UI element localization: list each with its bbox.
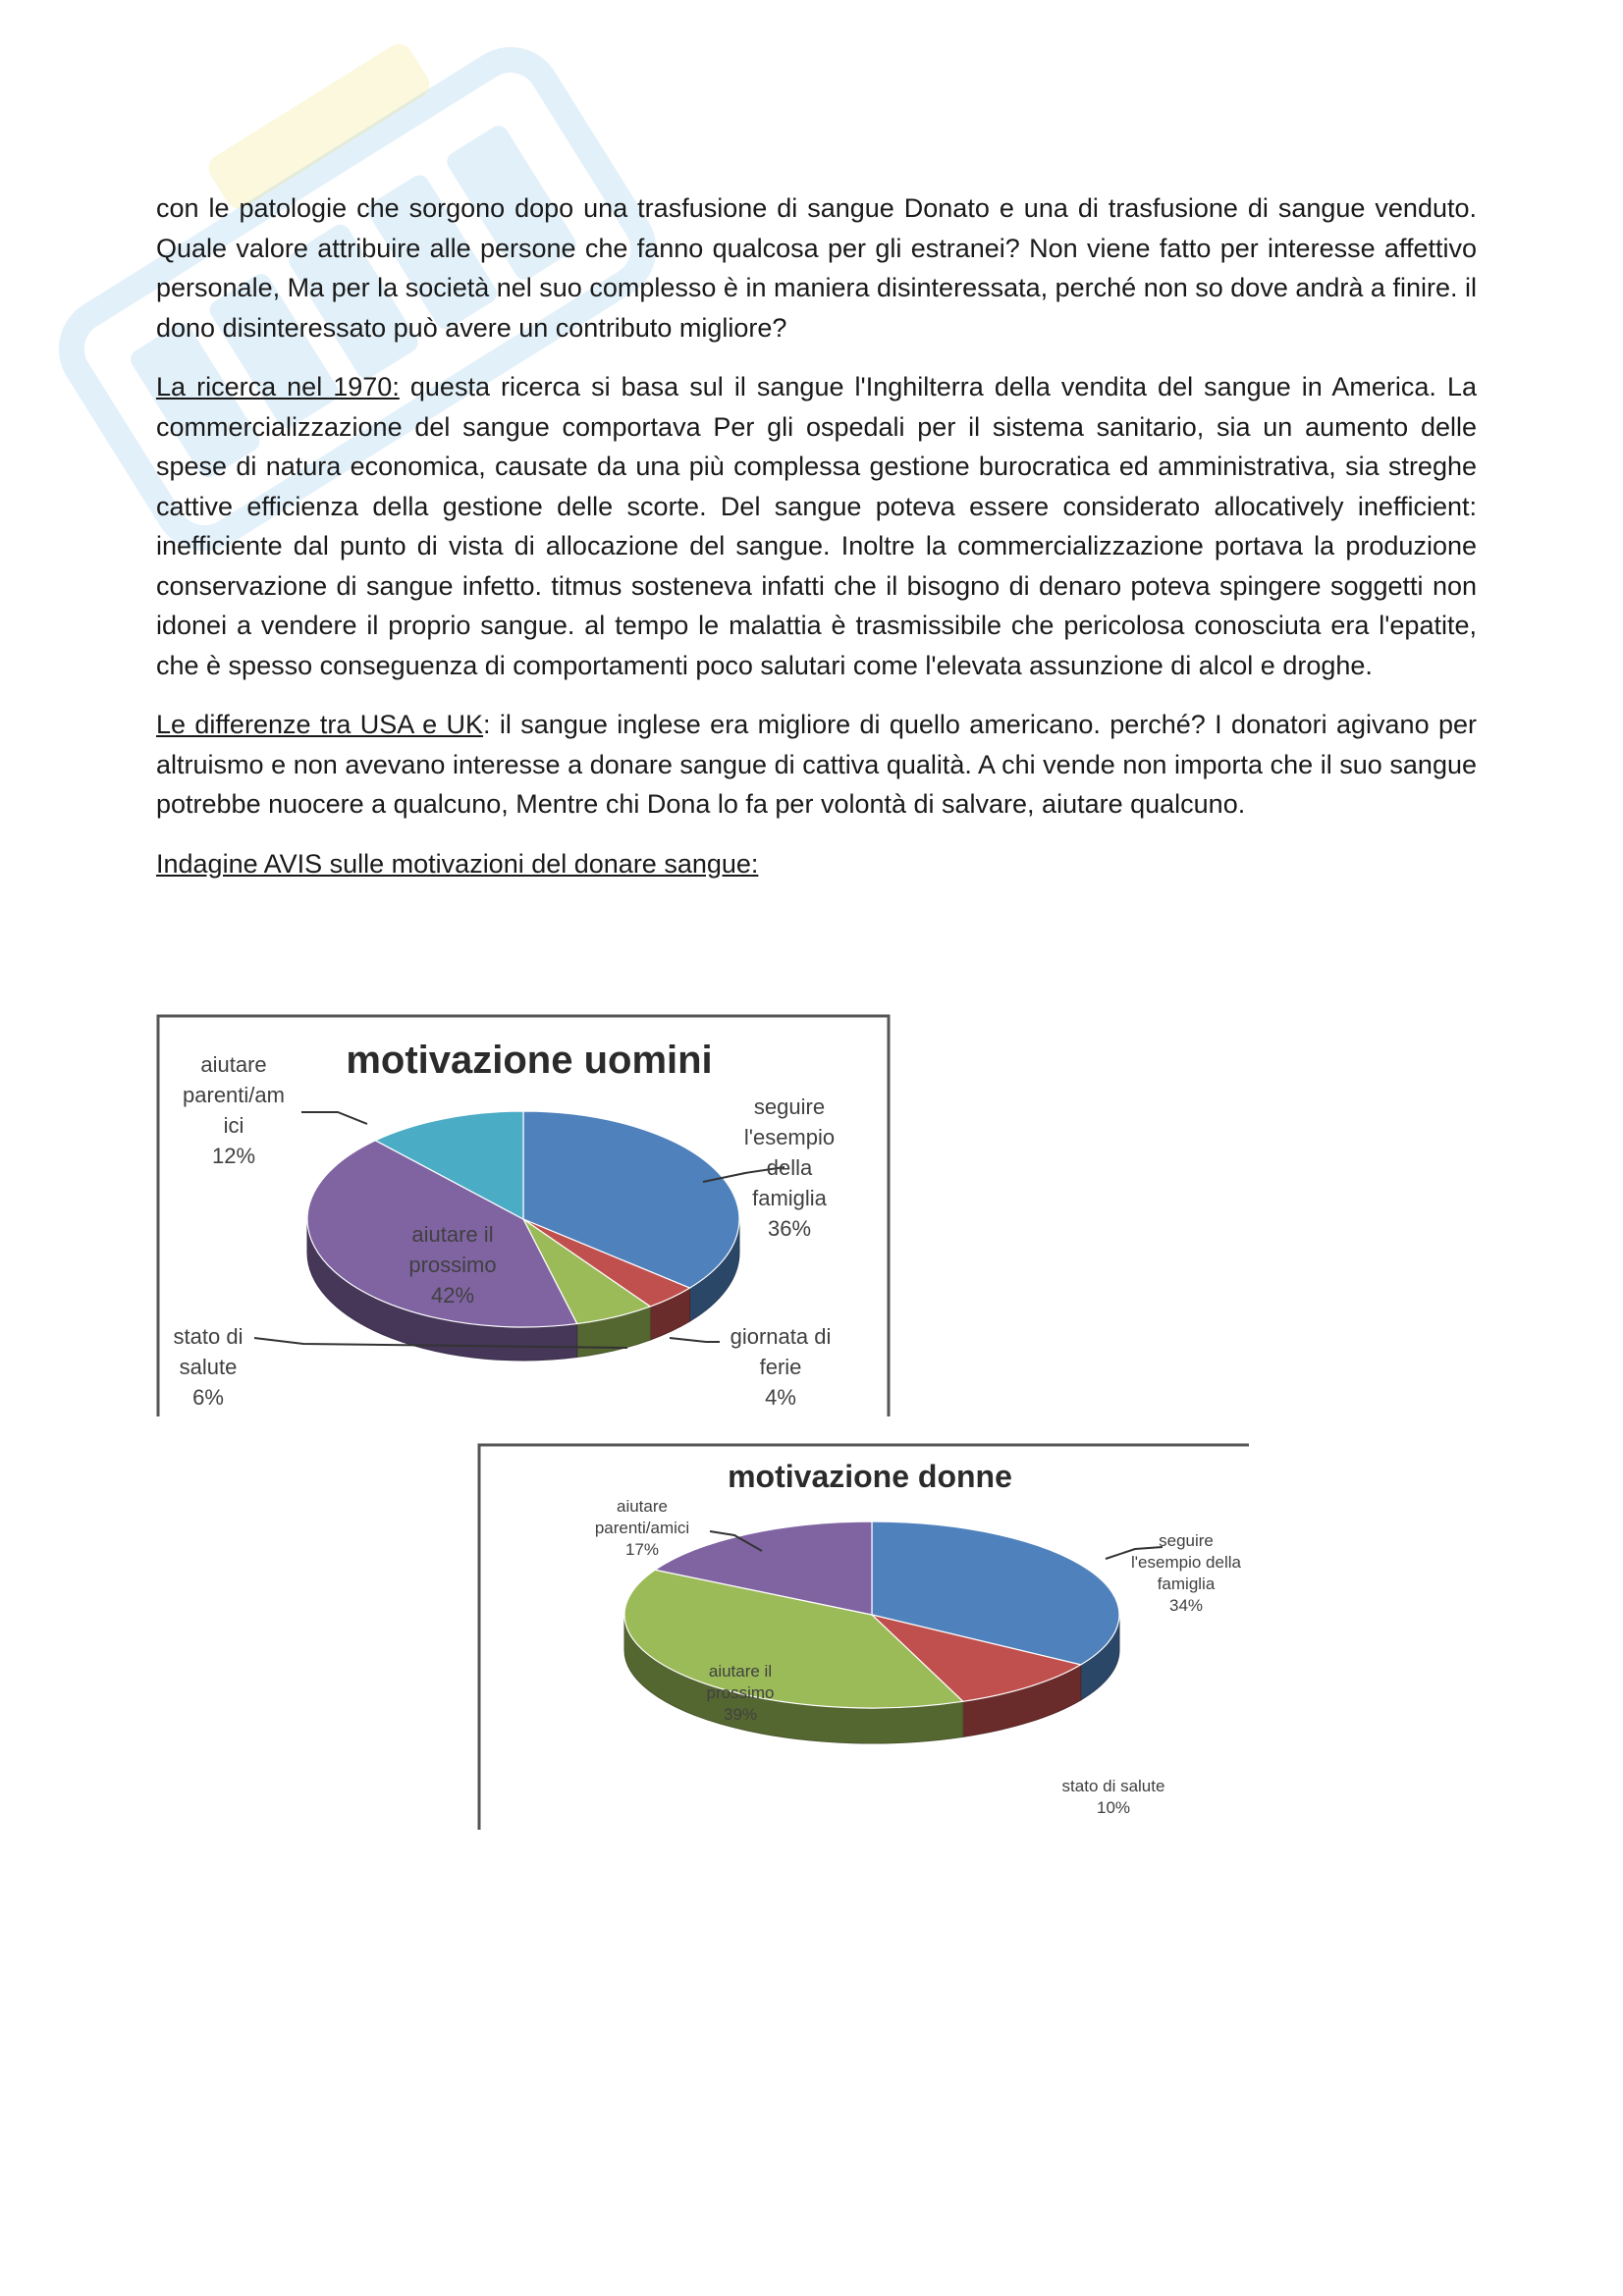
slice-label-text: giornata di [730,1324,832,1349]
slice-label-percent: 42% [430,1283,475,1308]
pie-chart-donne [477,1443,1251,1832]
slice-label-aiutare-parenti-amici [183,1052,367,1168]
slice-label-seguire-l-esempio-della-famiglia [1106,1531,1242,1615]
slice-label-giornata-di-ferie [670,1324,831,1410]
slice-label-text: stato di salute [1061,1777,1165,1795]
text-ricerca-1970: questa ricerca si basa sul il sangue l'Inghilterra della vendita del sangue in America. La commercializzazione del sangue comportava Per gli ospedali per il sistema sanitario, sia un aumento delle spese di natura economica, causate da una più complessa gestione burocratica ed amministrativa, sia streghe cattive efficienza della gestione delle scorte. Del sangue poteva essere considerato allocatively inefficient: inefficiente dal punto di vista di allocazione del sangue. Inoltre la commercializzazione portava la produzione conservazione di sangue infetto. titmus sosteneva infatti che il bisogno di denaro poteva spingere soggetti non idonei a vendere il proprio sangue. al tempo le malattia è trasmissibile che pericolosa conosciuta era l'epatite, che è spesso conseguenza di comportamenti poco salutari come l'elevata assunzione di alcol e droghe. [156,372,1477,680]
paragraph-differenze-usa-uk [156,705,1477,825]
slice-label-text: aiutare il [411,1222,494,1247]
slice-label-percent: 17% [624,1540,660,1559]
slice-label-text: famiglia [752,1186,827,1210]
slice-label-text: parenti/amici [594,1519,690,1537]
slice-label-text: della [766,1155,813,1180]
slice-label-text: l'esempio [743,1125,836,1149]
paragraph-ricerca-1970 [156,367,1477,685]
slice-label-text: prossimo [706,1683,775,1702]
slice-label-text: ici [223,1113,244,1138]
document-body [156,188,1477,883]
slice-label-text: famiglia [1157,1575,1216,1593]
leader-line [301,1112,367,1124]
slice-label-percent: 4% [765,1385,796,1410]
slice-label-text: seguire [753,1095,826,1119]
slice-label-stato-di-salute [1062,1777,1165,1817]
chart-title: motivazione donne [728,1459,1012,1494]
heading-ricerca-1970: La ricerca nel 1970: [156,372,400,401]
slice-label-text: l'esempio della [1131,1553,1241,1572]
heading-indagine-avis: Indagine AVIS sulle motivazioni del donare sangue: [156,848,759,879]
chart-motivazione-donne [477,1443,1251,1832]
chart-title: motivazione uomini [346,1039,713,1082]
slice-label-text: parenti/am [183,1083,285,1107]
leader-line [670,1338,720,1342]
slice-label-text: salute [179,1355,238,1379]
slice-label-percent: 34% [1168,1596,1204,1615]
slice-label-text: ferie [759,1355,802,1379]
pie-chart-uomini [156,1014,891,1418]
slice-label-text: stato di [173,1324,243,1349]
slice-label-text: aiutare [200,1052,267,1077]
slice-label-text: prossimo [408,1253,497,1277]
slice-label-percent: 12% [211,1144,256,1168]
heading-differenze-usa-uk: Le differenze tra USA e UK [156,710,484,739]
chart-motivazione-uomini [156,1014,891,1418]
text-differenze-usa-uk: : il sangue inglese era migliore di quello americano. perché? I donatori agivano per altruismo e non avevano interesse a donare sangue di cattiva qualità. A chi vende non importa che il suo sangue potrebbe nuocere a qualcuno, Mentre chi Dona lo fa per volontà di salvare, aiutare qualcuno. [156,710,1477,819]
slice-label-percent: 39% [723,1705,758,1724]
slice-label-text: aiutare [617,1497,668,1516]
slice-label-percent: 6% [192,1385,224,1410]
slice-label-percent: 10% [1096,1798,1131,1817]
slice-label-percent: 36% [767,1216,812,1241]
slice-label-text: aiutare il [708,1662,773,1681]
paragraph-intro: con le patologie che sorgono dopo una trasfusione di sangue Donato e una di trasfusione di sangue venduto. Quale valore attribuire alle persone che fanno qualcosa per gli estranei? Non viene fatto per interesse affettivo personale, Ma per la società nel suo complesso è in maniera disinteressata, perché non so dove andrà a finire. il dono disinteressato può avere un contributo migliore? [156,193,1477,343]
slice-label-text: seguire [1159,1531,1214,1550]
